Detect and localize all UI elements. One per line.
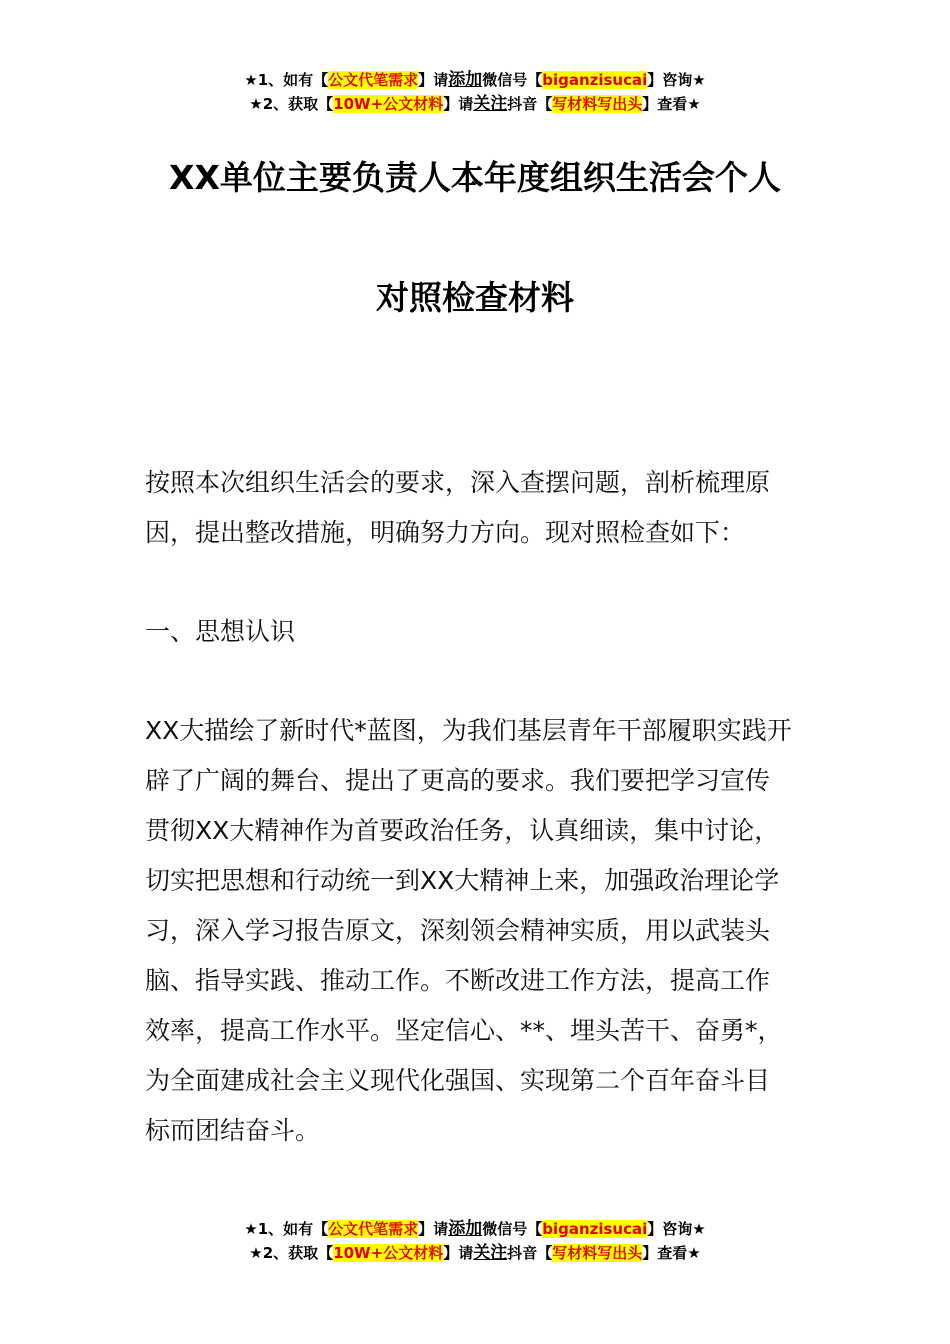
banner-text: 】查看★: [642, 1244, 701, 1262]
paragraph-line: XX大描绘了新时代*蓝图，为我们基层青年干部履职实践开: [145, 716, 792, 745]
banner-highlight: 10W+公文材料: [333, 1244, 444, 1262]
paragraph-line: 贯彻XX大精神作为首要政治任务，认真细读，集中讨论，: [145, 816, 780, 845]
banner-text: 微信号【: [482, 71, 543, 89]
banner-text: 】请: [443, 1244, 474, 1262]
banner-highlight: 公文代笔需求: [328, 1220, 419, 1238]
section-heading: 一、思想认识: [145, 617, 296, 646]
banner-text: 微信号【: [482, 1220, 543, 1238]
banner-text: ★2、获取【: [249, 95, 334, 113]
paragraph-line: 按照本次组织生活会的要求，深入查摆问题，剖析梳理原: [145, 468, 771, 497]
banner-underline: 关注: [473, 1243, 508, 1263]
banner-underline: 添加: [448, 70, 483, 90]
paragraph-line: 因，提出整改措施，明确努力方向。现对照检查如下：: [145, 518, 746, 547]
paragraph-line: 切实把思想和行动统一到XX大精神上来，加强政治理论学: [145, 866, 780, 895]
banner-text: 】咨询★: [647, 71, 706, 89]
banner-text: 抖音【: [507, 95, 553, 113]
banner-line-1: [0, 1217, 950, 1241]
paragraph-line: 脑、指导实践、推动工作。不断改进工作方法，提高工作: [145, 966, 771, 995]
banner-line-2: [0, 1241, 950, 1265]
paragraph-line: 效率，提高工作水平。坚定信心、**、埋头苦干、奋勇*，: [145, 1016, 783, 1045]
banner-highlight: 写材料写出头: [552, 95, 643, 113]
banner-text: ★1、如有【: [244, 1220, 329, 1238]
banner-text: 】请: [443, 95, 474, 113]
top-banner: [0, 68, 950, 116]
banner-line-1: [0, 68, 950, 92]
section-body: [145, 706, 810, 1156]
banner-text: 】请: [418, 1220, 449, 1238]
document-title-line-2: 对照检查材料: [376, 278, 574, 317]
banner-highlight: biganzisucai: [542, 1220, 648, 1238]
paragraph-line: 辟了广阔的舞台、提出了更高的要求。我们要把学习宣传: [145, 766, 771, 795]
banner-underline: 添加: [448, 1219, 483, 1239]
banner-line-2: [0, 92, 950, 116]
banner-highlight: 10W+公文材料: [333, 95, 444, 113]
banner-text: 】请: [418, 71, 449, 89]
paragraph-line: 为全面建成社会主义现代化强国、实现第二个百年奋斗目: [145, 1066, 771, 1095]
paragraph-line: 标而团结奋斗。: [145, 1116, 321, 1145]
intro-paragraph: [145, 458, 810, 558]
banner-text: 】查看★: [642, 95, 701, 113]
banner-underline: 关注: [473, 94, 508, 114]
banner-highlight: 公文代笔需求: [328, 71, 419, 89]
banner-text: ★1、如有【: [244, 71, 329, 89]
document-title-line-1: XX单位主要负责人本年度组织生活会个人: [169, 158, 781, 197]
banner-highlight: biganzisucai: [542, 71, 648, 89]
banner-text: ★2、获取【: [249, 1244, 334, 1262]
banner-text: 】咨询★: [647, 1220, 706, 1238]
banner-text: 抖音【: [507, 1244, 553, 1262]
banner-highlight: 写材料写出头: [552, 1244, 643, 1262]
paragraph-line: 习，深入学习报告原文，深刻领会精神实质，用以武装头: [145, 916, 771, 945]
bottom-banner: [0, 1217, 950, 1265]
